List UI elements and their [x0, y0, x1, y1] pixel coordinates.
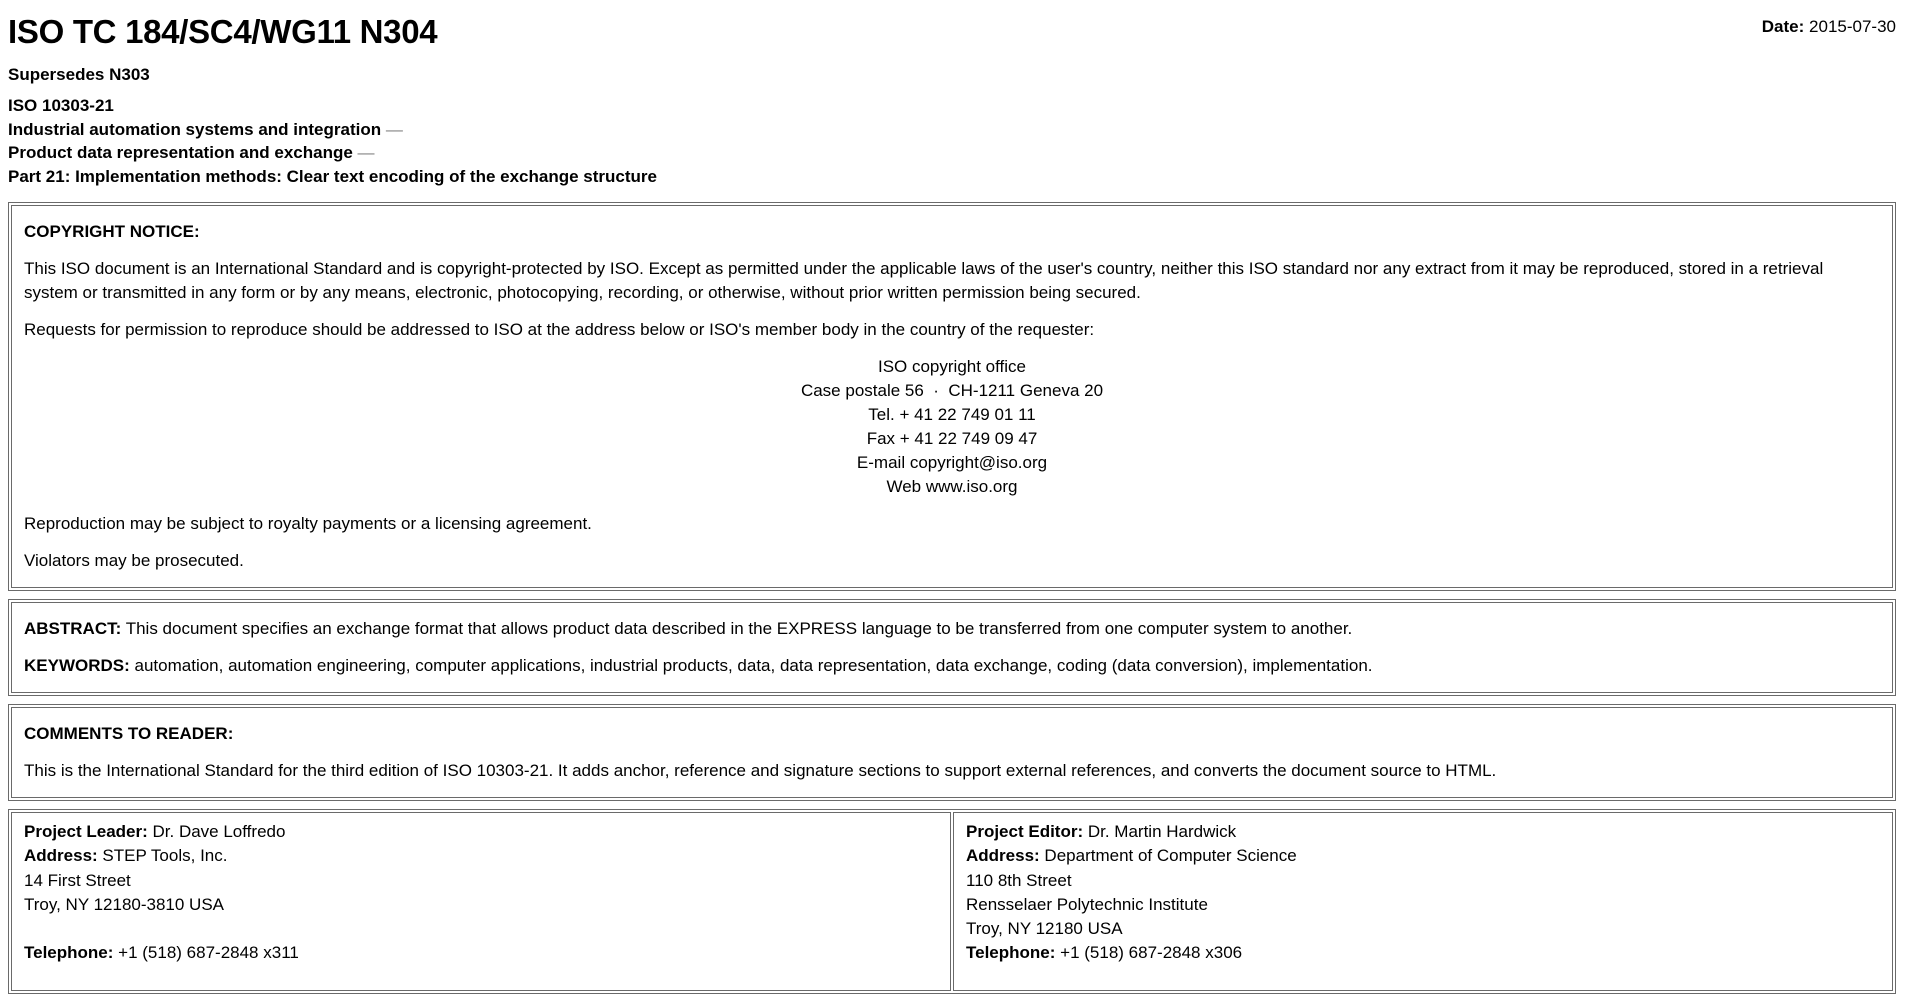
iso-address-line: Web www.iso.org — [886, 477, 1018, 496]
document-subject — [8, 94, 1896, 188]
copyright-paragraph-4: Violators may be prosecuted. — [24, 551, 244, 570]
leader-phone-line — [24, 941, 938, 965]
iso-address-line: ISO copyright office — [877, 357, 1027, 376]
leader-address-line: 14 First Street — [24, 870, 131, 890]
leader-phone-value: +1 (518) 687-2848 x311 — [118, 943, 299, 963]
project-editor-cell — [953, 812, 1893, 991]
keywords-paragraph — [24, 654, 1880, 678]
leader-address-line — [24, 844, 938, 868]
abstract-text: This document specifies an exchange format that allows product data described in the EXPRESS language to be transferred from one computer system to another. — [125, 619, 1353, 638]
document-header — [8, 8, 1896, 63]
editor-address-line: Troy, NY 12180 USA — [966, 919, 1123, 939]
abstract-box — [8, 599, 1896, 696]
editor-name: Dr. Martin Hardwick — [1087, 822, 1237, 841]
leader-role-label: Project Leader: — [24, 822, 148, 841]
copyright-paragraph-1: This ISO document is an International Standard and is copyright-protected by ISO. Except as permitted under the applicable laws of the user's country, neither this ISO standard nor any extract from it may be reproduced, stored in a retrieval system or transmitted in any form or by any means, electronic, photocopying, recording, or otherwise, without prior written permission being secured. — [24, 259, 1824, 302]
subject-line-2: Product data representation and exchange — — [8, 143, 375, 162]
editor-address-value: Department of Computer Science — [1044, 846, 1297, 866]
editor-phone-value: +1 (518) 687-2848 x306 — [1060, 943, 1243, 963]
editor-role-line — [966, 820, 1880, 844]
subject-line-3: Part 21: Implementation methods: Clear text encoding of the exchange structure — [8, 166, 657, 186]
editor-phone-label: Telephone: — [966, 943, 1056, 963]
project-leader-cell — [11, 812, 951, 991]
copyright-paragraph-3: Reproduction may be subject to royalty payments or a licensing agreement. — [24, 514, 592, 533]
leader-phone-label: Telephone: — [24, 943, 114, 963]
comments-heading: COMMENTS TO READER: — [24, 724, 234, 743]
editor-address-line — [966, 844, 1880, 868]
leader-address-line: Troy, NY 12180-3810 USA — [24, 894, 225, 914]
iso-address-line: Case postale 56 · CH-1211 Geneva 20 — [800, 381, 1104, 400]
iso-address-line: E-mail copyright@iso.org — [856, 453, 1048, 472]
date-label: Date: — [1761, 17, 1805, 36]
contacts-table — [8, 809, 1896, 994]
date-value: 2015-07-30 — [1809, 17, 1896, 36]
copyright-notice-box — [8, 202, 1896, 591]
leader-name: Dr. Dave Loffredo — [152, 822, 286, 841]
em-dash: — — [357, 143, 375, 162]
abstract-paragraph — [24, 617, 1880, 641]
iso-address-line: Tel. + 41 22 749 01 11 — [868, 405, 1036, 424]
abstract-cell — [11, 602, 1893, 693]
abstract-label: ABSTRACT: — [24, 619, 122, 638]
page-title: ISO TC 184/SC4/WG11 N304 — [8, 13, 438, 50]
leader-role-line — [24, 820, 938, 844]
comments-cell — [11, 707, 1893, 798]
standard-number: ISO 10303-21 — [8, 96, 114, 115]
keywords-label: KEYWORDS: — [24, 656, 130, 675]
iso-address-block — [24, 355, 1880, 499]
copyright-heading: COPYRIGHT NOTICE: — [24, 222, 200, 241]
comments-box — [8, 704, 1896, 801]
copyright-notice-cell — [11, 205, 1893, 588]
iso-address-line: Fax + 41 22 749 09 47 — [866, 429, 1038, 448]
subject-line-1: Industrial automation systems and integration — — [8, 119, 403, 139]
leader-address-value: STEP Tools, Inc. — [102, 846, 228, 866]
comments-text: This is the International Standard for the third edition of ISO 10303-21. It adds anchor, reference and signature sections to support external references, and converts the document source to HTML. — [24, 761, 1497, 780]
supersedes-note: Supersedes N303 — [8, 65, 150, 84]
editor-address-label: Address: — [966, 846, 1040, 866]
copyright-paragraph-2: Requests for permission to reproduce should be addressed to ISO at the address below or ISO's member body in the country of the requester: — [24, 320, 1095, 339]
editor-address-line: 110 8th Street — [966, 870, 1072, 890]
keywords-text: automation, automation engineering, computer applications, industrial products, data, data representation, data exchange, coding (data conversion), implementation. — [134, 656, 1373, 675]
spacer-line — [24, 917, 938, 941]
editor-address-line: Rensselaer Polytechnic Institute — [966, 894, 1208, 914]
editor-role-label: Project Editor: — [966, 822, 1084, 841]
em-dash: — — [385, 119, 403, 139]
document-date — [1762, 8, 1896, 39]
editor-phone-line — [966, 941, 1880, 965]
leader-address-label: Address: — [24, 846, 98, 866]
